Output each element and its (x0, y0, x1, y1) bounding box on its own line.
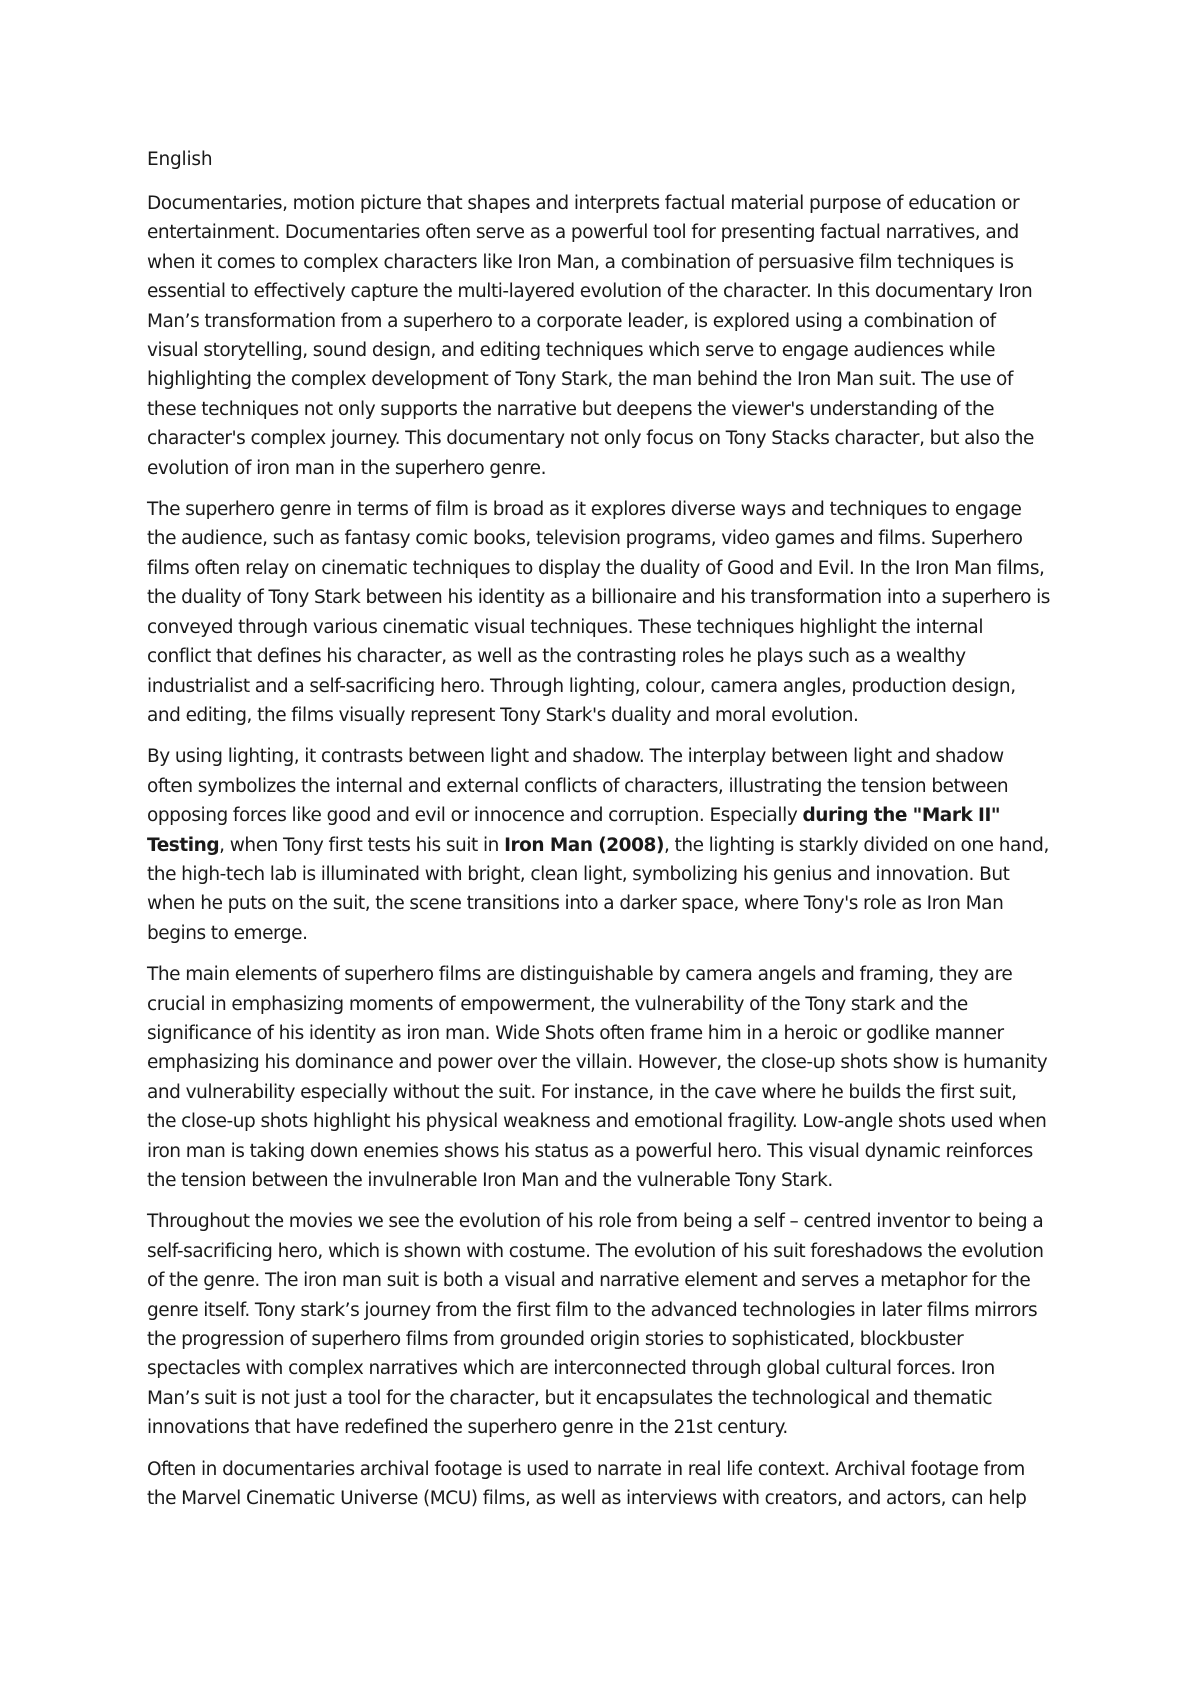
paragraph-lighting-bold-mark-ii: during the "Mark II" Testing (147, 805, 1001, 856)
paragraph-lighting-bold-iron-man-2008: Iron Man (2008) (504, 834, 664, 856)
paragraph-archival-footage: Often in documentaries archival footage is used to narrate in real life context. Archival footage from the Marvel Cinematic Universe (MCU) films, as well as interviews with creators, and actors, can help (147, 1458, 1027, 1510)
paragraph-lighting-text-3: , the lighting is starkly divided on one hand, the high-tech lab is illuminated with bright, clean light, symbolizing his genius and innovation. But when he puts on the suit, the scene transitions into a darker space, where Tony's role as Iron Man begins to emerge. (147, 834, 1049, 944)
paragraph-camera-angles: The main elements of superhero films are distinguishable by camera angels and framing, they are crucial in emphasizing moments of empowerment, the vulnerability of the Tony stark and the significance of his identity as iron man. Wide Shots often frame him in a heroic or godlike manner emphasizing his dominance and power over the villain. However, the close-up shots show is humanity and vulnerability especially without the suit. For instance, in the cave where he builds the first suit, the close-up shots highlight his physical weakness and emotional fragility. Low-angle shots used when iron man is taking down enemies shows his status as a powerful hero. This visual dynamic reinforces the tension between the invulnerable Iron Man and the vulnerable Tony Stark. (147, 964, 1048, 1191)
paragraph-costume-evolution: Throughout the movies we see the evolution of his role from being a self – centred inventor to being a self-sacrificing hero, which is shown with costume. The evolution of his suit foreshadows the evolution of the genre. The iron man suit is both a visual and narrative element and serves a metaphor for the genre itself. Tony stark’s journey from the first film to the advanced technologies in later films mirrors the progression of superhero films from grounded origin stories to sophisticated, blockbuster spectacles with complex narratives which are interconnected through global cultural forces. Iron Man’s suit is not just a tool for the character, but it encapsulates the technological and thematic innovations that have redefined the superhero genre in the 21st century. (147, 1211, 1044, 1439)
paragraph-superhero-genre: The superhero genre in terms of film is broad as it explores diverse ways and techniques to engage the audience, such as fantasy comic books, television programs, video games and films. Superhero films often relay on cinematic techniques to display the duality of Good and Evil. In the Iron Man films, the duality of Tony Stark between his identity as a billionaire and his transformation into a superhero is conveyed through various cinematic visual techniques. These techniques highlight the internal conflict that defines his character, as well as the contrasting roles he plays such as a wealthy industrialist and a self-sacrificing hero. Through lighting, colour, camera angles, production design, and editing, the films visually represent Tony Stark's duality and moral evolution. (147, 499, 1050, 726)
paragraph-lighting (147, 742, 1050, 948)
paragraph-lighting-text-2: , when Tony first tests his suit in (219, 834, 505, 856)
document-heading: English (147, 149, 213, 170)
paragraph-lighting-text-1: By using lighting, it contrasts between light and shadow. The interplay between light and shadow often symbolizes the internal and external conflicts of characters, illustrating the tension between opposing forces like good and evil or innocence and corruption. Especially (147, 746, 1009, 827)
paragraph-documentaries-intro: Documentaries, motion picture that shapes and interprets factual material purpose of education or entertainment. Documentaries often serve as a powerful tool for presenting factual narratives, and when it comes to complex characters like Iron Man, a combination of persuasive film techniques is essential to effectively capture the multi-layered evolution of the character. In this documentary Iron Man’s transformation from a superhero to a corporate leader, is explored using a combination of visual storytelling, sound design, and editing techniques which serve to engage audiences while highlighting the complex development of Tony Stark, the man behind the Iron Man suit. The use of these techniques not only supports the narrative but deepens the viewer's understanding of the character's complex journey. This documentary not only focus on Tony Stacks character, but also the evolution of iron man in the superhero genre. (147, 193, 1034, 479)
